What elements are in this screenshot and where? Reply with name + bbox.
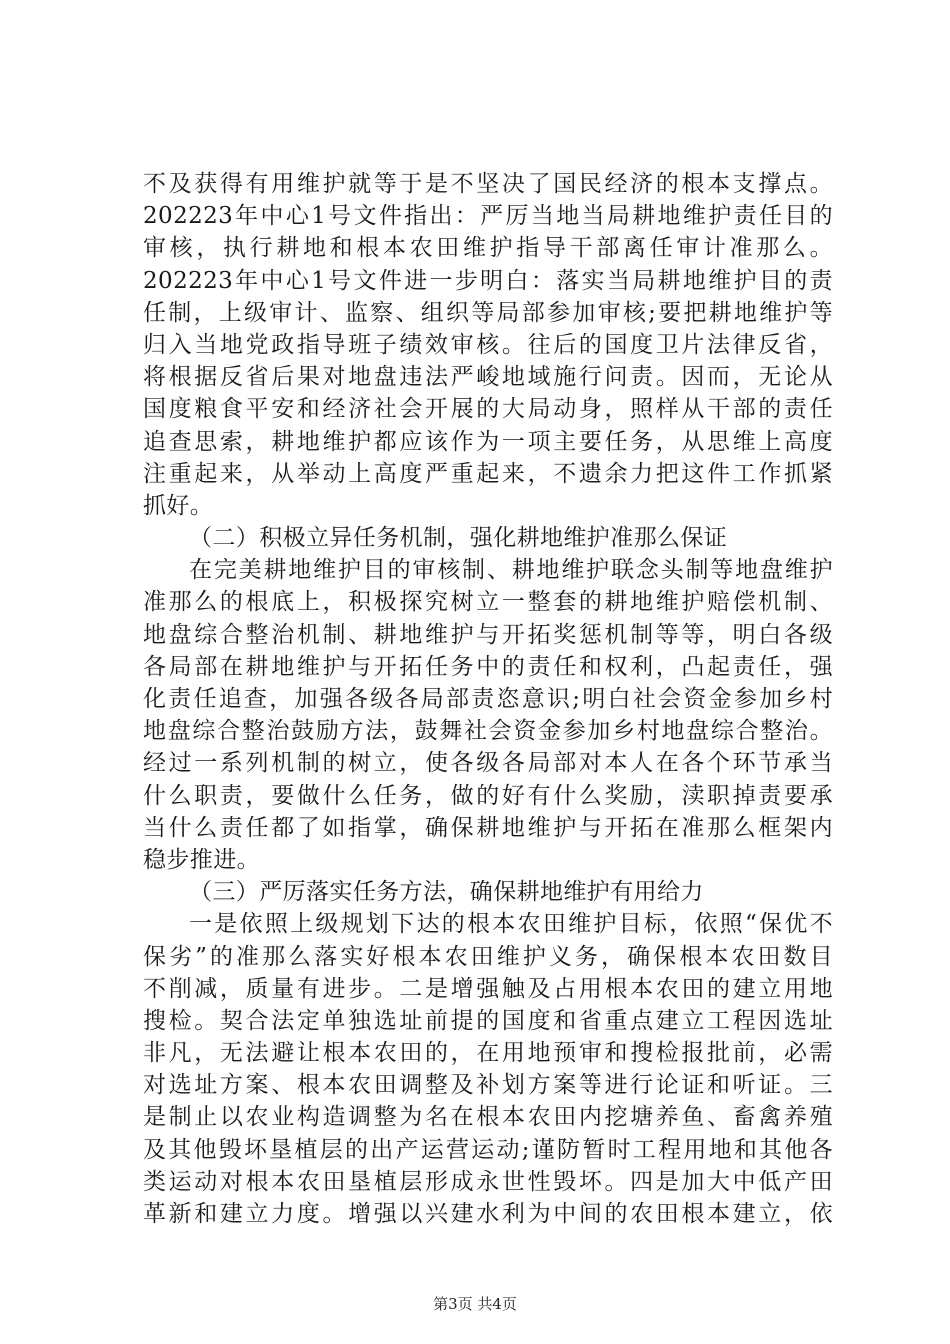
- text-line: 不削减，质量有进步。二是增强触及占用根本农田的建立用地: [143, 975, 833, 1002]
- text-line: 当什么责任都了如指掌，确保耕地维护与开拓在准那么框架内: [143, 814, 833, 841]
- text-line: 稳步推进。: [143, 846, 260, 873]
- text-line: 将根据反省后果对地盘违法严峻地域施行问责。因而，无论从: [143, 364, 833, 391]
- text-line: 202223年中心1号文件指出：严厉当地当局耕地维护责任目的: [143, 203, 833, 230]
- text-line: 审核，执行耕地和根本农田维护指导干部离任审计准那么。: [143, 235, 833, 262]
- text-line: 抓好。: [143, 492, 214, 519]
- text-line: 地盘综合整治机制、耕地维护与开拓奖惩机制等等，明白各级: [143, 621, 833, 648]
- text-line: 国度粮食平安和经济社会开展的大局动身，照样从干部的责任: [143, 396, 833, 423]
- text-line: 202223年中心1号文件进一步明白：落实当局耕地维护目的责: [143, 267, 833, 294]
- text-line: 非凡，无法避让根本农田的，在用地预审和搜检报批前，必需: [143, 1040, 833, 1067]
- text-line: 追查思索，耕地维护都应该作为一项主要任务，从思维上高度: [143, 428, 833, 455]
- text-line: 什么职责，要做什么任务，做的好有什么奖励，渎职掉责要承: [143, 782, 833, 809]
- text-line: 任制，上级审计、监察、组织等局部参加审核;要把耕地维护等: [143, 299, 833, 326]
- text-line: 各局部在耕地维护与开拓任务中的责任和权利，凸起责任，强: [143, 653, 833, 680]
- text-line: 搜检。契合法定单独选址前提的国度和省重点建立工程因选址: [143, 1007, 833, 1034]
- text-line: 在完美耕地维护目的审核制、耕地维护联念头制等地盘维护: [189, 557, 833, 584]
- text-line: 革新和建立力度。增强以兴建水利为中间的农田根本建立，依: [143, 1201, 833, 1227]
- text-line: 化责任追查，加强各级各局部责恣意识;明白社会资金参加乡村: [143, 686, 833, 712]
- text-line: 对选址方案、根本农田调整及补划方案等进行论证和听证。三: [143, 1072, 833, 1099]
- text-line: 保劣”的准那么落实好根本农田维护义务，确保根本农田数目: [143, 943, 833, 970]
- page-footer: 第3页 共4页: [433, 1295, 517, 1313]
- text-line: （三）严厉落实任务方法，确保耕地维护有用给力: [189, 879, 704, 906]
- text-line: 是制止以农业构造调整为名在根本农田内挖塘养鱼、畜禽养殖: [143, 1104, 833, 1131]
- text-line: 准那么的根底上，积极探究树立一整套的耕地维护赔偿机制、: [143, 589, 833, 616]
- text-line: 一是依照上级规划下达的根本农田维护目标，依照“保优不: [189, 911, 833, 938]
- text-line: 不及获得有用维护就等于是不坚决了国民经济的根本支撑点。: [143, 171, 833, 197]
- text-line: 归入当地党政指导班子绩效审核。往后的国度卫片法律反省，: [143, 331, 833, 358]
- document-body: [143, 168, 833, 1230]
- text-line: 类运动对根本农田垦植层形成永世性毁坏。四是加大中低产田: [143, 1168, 833, 1195]
- text-line: 注重起来，从举动上高度严重起来，不遗余力把这件工作抓紧: [143, 460, 833, 487]
- text-line: 地盘综合整治鼓励方法，鼓舞社会资金参加乡村地盘综合整治。: [143, 718, 833, 745]
- text-line: 经过一系列机制的树立，使各级各局部对本人在各个环节承当: [143, 750, 833, 777]
- text-line: 及其他毁坏垦植层的出产运营运动;谨防暂时工程用地和其他各: [143, 1136, 833, 1163]
- text-line: （二）积极立异任务机制，强化耕地维护准那么保证: [189, 525, 728, 552]
